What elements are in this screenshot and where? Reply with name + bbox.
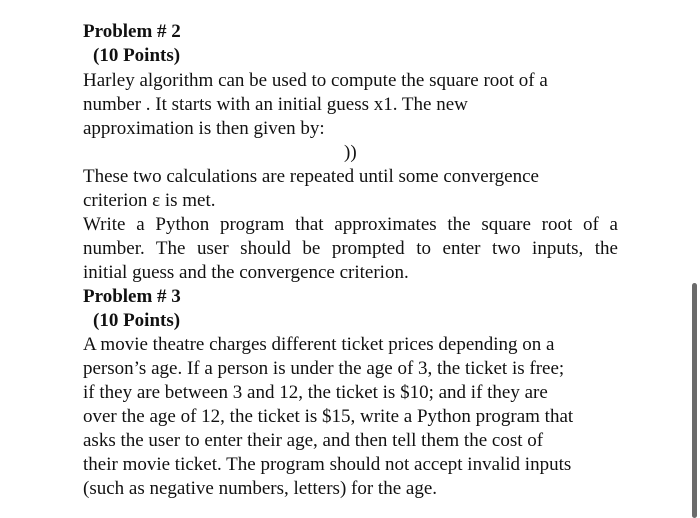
problem-2-heading: Problem # 2 bbox=[83, 21, 181, 42]
problem-2-task-line: number. The user should be prompted to enter two inputs, the bbox=[83, 238, 618, 259]
problem-3-body-line: asks the user to enter their age, and then tell them the cost of bbox=[83, 430, 544, 451]
problem-3-body-line: (such as negative numbers, letters) for the age. bbox=[83, 478, 438, 499]
problem-2-intro-line: Harley algorithm can be used to compute the square root of a bbox=[83, 70, 548, 91]
problem-2-task-line: initial guess and the convergence criterion. bbox=[83, 262, 409, 283]
problem-2-points: (10 Points) bbox=[93, 45, 181, 66]
problem-2-repeat-line: These two calculations are repeated until some convergence bbox=[83, 166, 539, 187]
problem-2-task-line: Write a Python program that approximates the square root of a bbox=[83, 214, 618, 235]
problem-2-intro-line: approximation is then given by: bbox=[83, 118, 325, 139]
problem-2-intro-line: number . It starts with an initial guess x1. The new bbox=[83, 94, 468, 115]
problem-3-body-line: person’s age. If a person is under the age of 3, the ticket is free; bbox=[83, 358, 565, 379]
formula-fragment: )) bbox=[344, 142, 357, 163]
problem-3-heading: Problem # 3 bbox=[83, 286, 181, 307]
problem-3-points: (10 Points) bbox=[93, 310, 181, 331]
problem-3-body-line: over the age of 12, the ticket is $15, write a Python program that bbox=[83, 406, 574, 427]
vertical-scrollbar[interactable] bbox=[692, 283, 697, 518]
problem-3-body-line: if they are between 3 and 12, the ticket is $10; and if they are bbox=[83, 382, 548, 403]
problem-3-body-line: A movie theatre charges different ticket prices depending on a bbox=[83, 334, 555, 355]
problem-2-repeat-line: criterion ε is met. bbox=[83, 190, 216, 211]
problem-3-body-line: their movie ticket. The program should not accept invalid inputs bbox=[83, 454, 572, 475]
